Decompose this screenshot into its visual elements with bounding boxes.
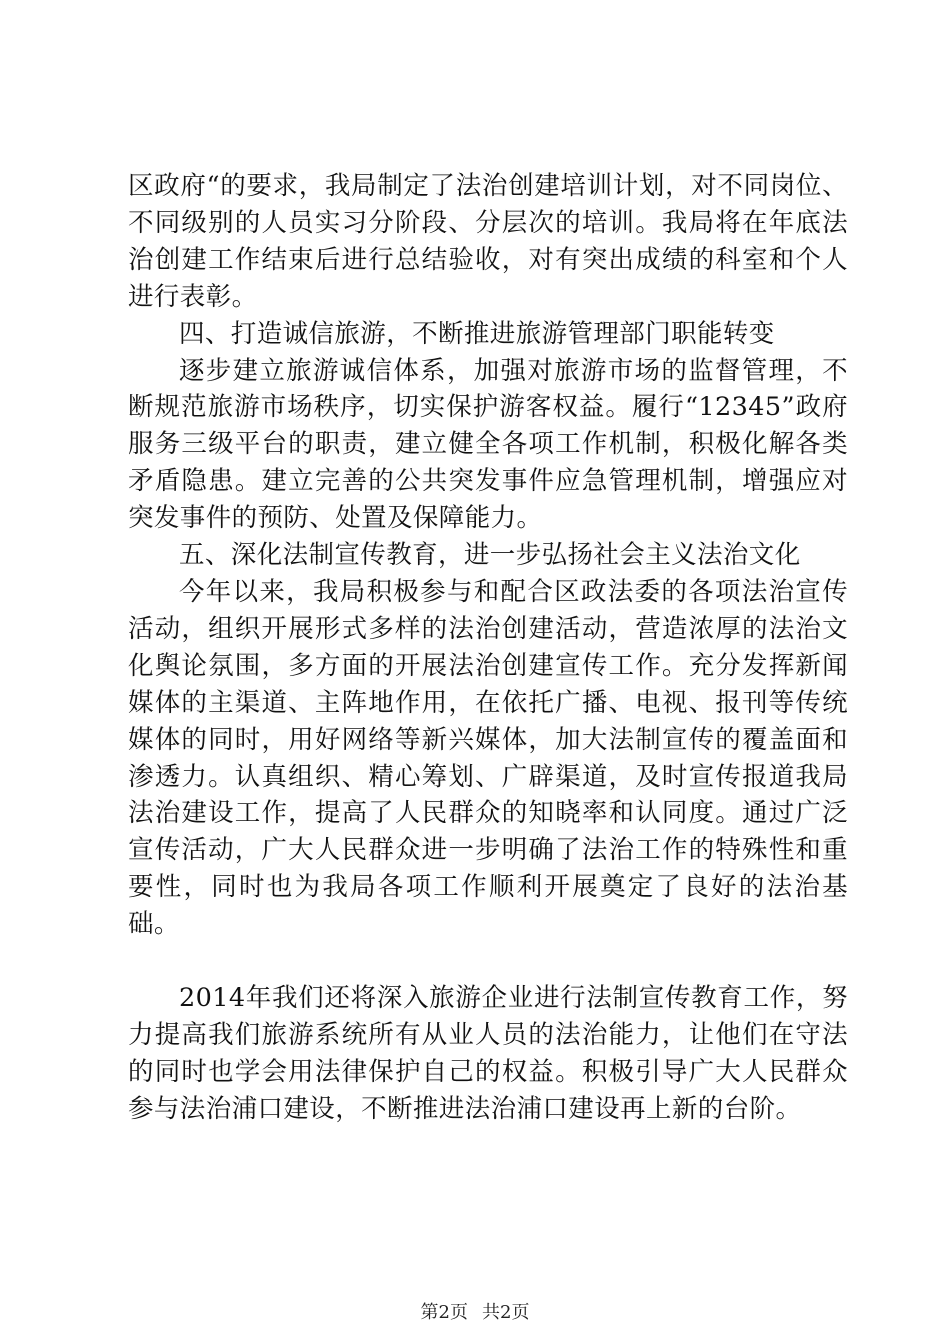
page-total: 共2页 [482,1302,530,1323]
section-heading-four: 四、打造诚信旅游，不断推进旅游管理部门职能转变 [179,318,775,349]
paragraph-tourism-integrity: 逐步建立旅游诚信体系，加强对旅游市场的监督管理，不断规范旅游市场秩序，切实保护游客权益。履行“12345”政府服务三级平台的职责，建立健全各项工作机制，积极化解各类矛盾隐患。建立完善的公共突发事件应急管理机制，增强应对突发事件的预防、处置及保障能力。 [128,355,848,534]
page-footer [0,1302,950,1324]
section-heading-five: 五、深化法制宣传教育，进一步弘扬社会主义法治文化 [179,540,801,571]
document-body [128,168,848,1128]
paragraph-legal-publicity: 今年以来，我局积极参与和配合区政法委的各项法治宣传活动，组织开展形式多样的法治创建活动，营造浓厚的法治文化舆论氛围，多方面的开展法治创建宣传工作。充分发挥新闻媒体的主渠道、主阵地作用，在依托广播、电视、报刊等传统媒体的同时，用好网络等新兴媒体，加大法制宣传的覆盖面和渗透力。认真组织、精心筹划、广辟渠道，及时宣传报道我局法治建设工作，提高了人民群众的知晓率和认同度。通过广泛宣传活动，广大人民群众进一步明确了法治工作的特殊性和重要性，同时也为我局各项工作顺利开展奠定了良好的法治基础。 [128,576,848,940]
paragraph-training-plan: 区政府“的要求，我局制定了法治创建培训计划，对不同岗位、不同级别的人员实习分阶段、分层次的培训。我局将在年底法治创建工作结束后进行总结验收，对有突出成绩的科室和个人进行表彰。 [128,171,848,312]
paragraph-2014-plan: 2014年我们还将深入旅游企业进行法制宣传教育工作，努力提高我们旅游系统所有从业人员的法治能力，让他们在守法的同时也学会用法律保护自己的权益。积极引导广大人民群众参与法治浦口建设，不断推进法治浦口建设再上新的台阶。 [128,982,848,1124]
page-number: 第2页 [420,1302,468,1323]
